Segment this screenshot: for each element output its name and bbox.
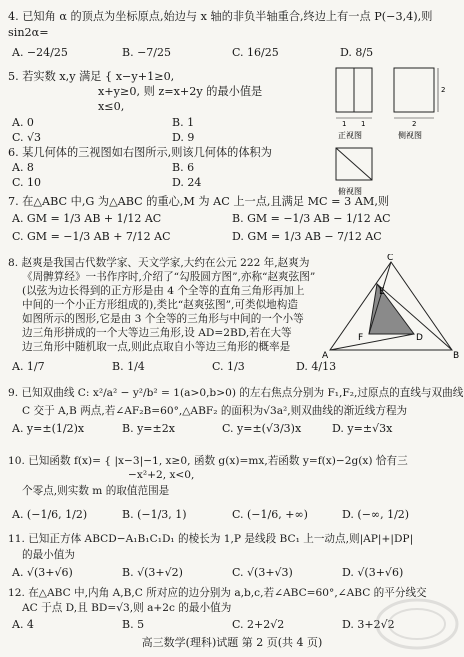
q5-stem-line1: 5. 若实数 x,y 满足 { x−y+1≥0, xyxy=(8,70,175,83)
q5-option-b: B. 1 xyxy=(172,116,195,129)
q8-line5: 如图所示的图形,它是由 3 个全等的三角形与中间的一个小等 xyxy=(22,313,304,325)
point-d: D xyxy=(416,333,423,343)
point-c: C xyxy=(387,254,394,263)
q11-line1: 11. 已知正方体 ABCD−A₁B₁C₁D₁ 的棱长为 1,P 是线段 BC₁ 上一动点,则|AP|+|DP| xyxy=(8,533,414,545)
q5-stem-line2: x+y≥0, 则 z=x+2y 的最小值是 xyxy=(98,85,263,98)
q8-line6: 边三角形拼成的一个大等边三角形,设 AD=2BD,若在大等 xyxy=(22,327,292,339)
inner-triangle xyxy=(369,284,414,334)
q9-line2: C 交于 A,B 两点,若∠AF₂B=60°,△ABF₂ 的面积为√3a²,则双曲线的渐近线方程为 xyxy=(22,405,408,417)
q12-option-b: B. 5 xyxy=(122,618,145,631)
top-view-diagonal xyxy=(336,148,372,180)
side-dim-2a: 2 xyxy=(441,86,446,94)
q9-option-a: A. y=±(1/2)x xyxy=(12,422,85,435)
q8-line4: 中间的一个小正方形组成的),类比“赵爽弦图”,可类似地构造 xyxy=(22,299,298,311)
q11-option-c: C. √(3+√3) xyxy=(232,566,293,579)
q12-option-a: A. 4 xyxy=(12,618,34,631)
q11-option-a: A. √(3+√6) xyxy=(12,566,73,579)
point-e: E xyxy=(379,287,385,297)
page-footer: 高三数学(理科)试题 第 2 页(共 4 页) xyxy=(141,636,323,649)
q8-line2: 《周髀算经》一书作序时,介绍了“勾股圆方图”,亦称“赵爽弦图” xyxy=(22,271,316,283)
q4-stem-line2: sin2α= xyxy=(8,26,49,39)
q7-option-a: A. GM = 1/3 AB + 1/12 AC xyxy=(12,212,162,225)
point-b: B xyxy=(453,351,460,360)
q7-option-c: C. GM = −1/3 AB + 7/12 AC xyxy=(12,230,171,243)
q12-line1: 12. 在△ABC 中,内角 A,B,C 所对应的边分别为 a,b,c,若∠ABC=60°,∠ABC 的平分线交 xyxy=(8,587,427,599)
q4-stem-line1: 4. 已知角 α 的顶点为坐标原点,始边与 x 轴的非负半轴重合,终边上有一点 P(−3,4),则 xyxy=(8,10,433,23)
q8-line7: 边三角形中随机取一点,则此点取自小等边三角形的概率是 xyxy=(22,341,291,353)
q12-option-d: D. 3+2√2 xyxy=(342,618,395,631)
front-dim-1b: 1 xyxy=(361,120,366,128)
q7-option-d: D. GM = 1/3 AB − 7/12 AC xyxy=(232,230,382,243)
q11-option-d: D. √(3+√6) xyxy=(342,566,404,579)
q8-option-d: D. 4/13 xyxy=(296,360,337,373)
q9-option-d: D. y=±√3x xyxy=(332,422,393,435)
q8-option-a: A. 1/7 xyxy=(12,360,45,373)
point-f: F xyxy=(358,333,364,343)
q8-option-b: B. 1/4 xyxy=(112,360,145,373)
q8-option-c: C. 1/3 xyxy=(212,360,245,373)
q11-option-b: B. √(3+√2) xyxy=(122,566,183,579)
q5-option-c: C. √3 xyxy=(12,131,42,144)
q6-option-c: C. 10 xyxy=(12,176,42,189)
q4-option-d: D. 8/5 xyxy=(340,46,374,59)
front-dim-1a: 1 xyxy=(342,120,347,128)
q12-line2: AC 于点 D,且 BD=√3,则 a+2c 的最小值为 xyxy=(22,602,232,614)
q10-option-c: C. (−1/6, +∞) xyxy=(232,508,308,521)
q10-option-d: D. (−∞, 1/2) xyxy=(342,508,410,521)
side-view-outline xyxy=(394,68,434,112)
zhao-triangle-figure xyxy=(322,254,460,360)
point-a: A xyxy=(322,351,329,360)
q10-line1: 10. 已知函数 f(x)= { |x−3|−1, x≥0, 函数 g(x)=mx,若函数 y=f(x)−2g(x) 恰有三 xyxy=(8,455,408,467)
q4-option-b: B. −7/25 xyxy=(122,46,171,59)
front-view-label: 正视图 xyxy=(338,131,362,140)
q6-stem: 6. 某几何体的三视图如右图所示,则该几何体的体积为 xyxy=(8,146,272,159)
three-view-figure xyxy=(328,64,456,198)
q10-line2: 个零点,则实数 m 的取值范围是 xyxy=(22,485,170,497)
q8-line3: (以弦为边长得到的正方形是由 4 个全等的直角三角形再加上 xyxy=(22,285,305,297)
side-dim-2b: 2 xyxy=(412,120,417,128)
q6-option-d: D. 24 xyxy=(172,176,202,189)
q10-line1b: −x²+2, x<0, xyxy=(128,469,195,481)
q11-line2: 的最小值为 xyxy=(22,549,75,561)
q4-option-a: A. −24/25 xyxy=(12,46,68,59)
q9-option-c: C. y=±(√3/3)x xyxy=(222,422,302,435)
segment-ad xyxy=(330,334,414,350)
side-view-label: 侧视图 xyxy=(398,131,422,140)
q9-line1: 9. 已知双曲线 C: x²/a² − y²/b² = 1(a>0,b>0) 的左右焦点分别为 F₁,F₂,过原点的直线与双曲线 xyxy=(8,387,464,399)
q8-line1: 8. 赵爽是我国古代数学家、天文学家,大约在公元 222 年,赵爽为 xyxy=(8,257,310,269)
q7-stem: 7. 在△ABC 中,G 为△ABC 的重心,M 为 AC 上一点,且满足 MC = 3 AM,则 xyxy=(8,195,390,208)
q5-stem-line3: x≤0, xyxy=(98,100,125,113)
q10-option-a: A. (−1/6, 1/2) xyxy=(12,508,88,521)
q6-option-a: A. 8 xyxy=(12,161,34,174)
q7-option-b: B. GM = −1/3 AB − 1/12 AC xyxy=(232,212,391,225)
q6-option-b: B. 6 xyxy=(172,161,195,174)
q5-option-d: D. 9 xyxy=(172,131,195,144)
q9-option-b: B. y=±2x xyxy=(122,422,175,435)
q12-option-c: C. 2+2√2 xyxy=(232,618,285,631)
q5-option-a: A. 0 xyxy=(12,116,34,129)
top-view-label: 俯视图 xyxy=(338,187,362,196)
q4-option-c: C. 16/25 xyxy=(232,46,279,59)
q10-option-b: B. (−1/3, 1) xyxy=(122,508,187,521)
